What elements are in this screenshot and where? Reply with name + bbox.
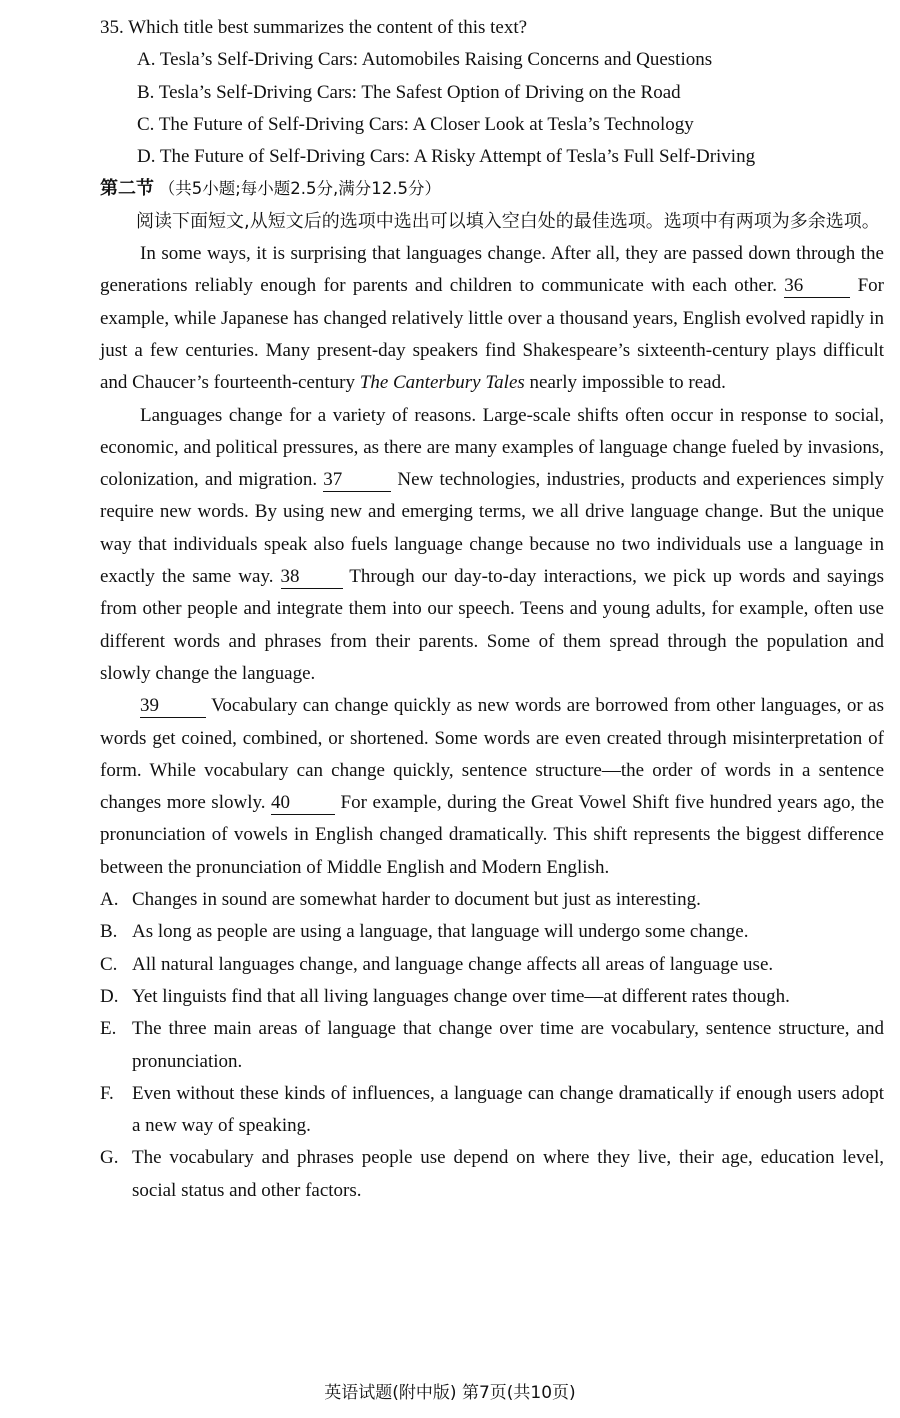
choice-text: The vocabulary and phrases people use depend on where they live, their age, education level, social status and other factors. (132, 1147, 884, 1201)
choice-label: F. (100, 1082, 114, 1104)
choice-text: As long as people are using a language, that language will undergo some change. (132, 921, 749, 943)
choice-text: Yet linguists find that all living languages change over time—at different rates though. (132, 985, 790, 1007)
choice-a (100, 884, 884, 916)
choice-e (100, 1013, 884, 1078)
passage-text: nearly impossible to read. (524, 372, 726, 394)
choice-label: G. (100, 1147, 119, 1169)
choice-label: E. (100, 1018, 117, 1040)
choice-f (100, 1078, 884, 1143)
section-title: 第二节 (100, 178, 154, 200)
question-35-stem: 35. Which title best summarizes the content of this text? (100, 17, 528, 38)
passage-paragraph-3 (100, 690, 884, 884)
choice-text: Changes in sound are somewhat harder to document but just as interesting. (132, 889, 701, 911)
blank-40: 40 (271, 792, 335, 815)
choice-d (100, 981, 884, 1013)
book-title: The Canterbury Tales (359, 372, 525, 394)
passage-text: For example, while Japanese has changed relatively little over a thousand years, English evolved rapidly in just a few centuries. Many present-day speakers find Shakespeare’s sixteenth-century plays difficult and Chaucer’s fourteenth-century (100, 275, 884, 394)
choice-text: Even without these kinds of influences, a language can change dramatically if enough users adopt a new way of speaking. (132, 1082, 884, 1137)
passage-text: Languages change for a variety of reasons. Large-scale shifts often occur in response to social, economic, and political pressures, as there are many examples of language change fueled by invasions, colonization, and migration. (100, 404, 884, 491)
section-instruction: 阅读下面短文,从短文后的选项中选出可以填入空白处的最佳选项。选项中有两项为多余选项。 (136, 210, 880, 232)
page-footer: 英语试题(附中版) 第7页(共10页) (324, 1383, 576, 1403)
passage-text: New technologies, industries, products and experiences simply require new words. By using new and emerging terms, we all drive language change. But the unique way that individuals speak also fuels language change because no two individuals use a language in exactly the same way. (100, 469, 884, 588)
blank-38: 38 (281, 566, 343, 589)
choice-g (100, 1142, 884, 1207)
choice-label: B. (100, 921, 118, 943)
blank-37: 37 (323, 469, 391, 492)
choice-label: A. (100, 889, 119, 911)
question-35-option-d: D. The Future of Self-Driving Cars: A Risky Attempt of Tesla’s Full Self-Driving (137, 146, 756, 168)
choice-label: D. (100, 985, 119, 1007)
section-header (100, 173, 884, 205)
passage-paragraph-2 (100, 400, 884, 691)
question-35-option-c: C. The Future of Self-Driving Cars: A Closer Look at Tesla’s Technology (137, 113, 694, 135)
choice-text: All natural languages change, and language change affects all areas of language use. (132, 953, 774, 975)
passage-text: For example, during the Great Vowel Shift five hundred years ago, the pronunciation of vowels in English changed dramatically. This shift represents the biggest difference between the pronunciation of Middle English and Modern English. (100, 792, 884, 878)
question-35-option-b: B. Tesla’s Self-Driving Cars: The Safest Option of Driving on the Road (137, 81, 681, 103)
question-35-option-a: A. Tesla’s Self-Driving Cars: Automobiles Raising Concerns and Questions (137, 49, 713, 71)
blank-39: 39 (140, 695, 206, 718)
choice-b (100, 916, 884, 948)
passage-paragraph-1 (100, 238, 884, 399)
passage-text: Vocabulary can change quickly as new words are borrowed from other languages, or as words get coined, combined, or shortened. Some words are even created through misinterpretation of form. While vocabulary can change quickly, sentence structure—the order of words in a sentence changes more slowly. (100, 695, 884, 814)
passage-text: In some ways, it is surprising that languages change. After all, they are passed down through the generations reliably enough for parents and children to communicate with each other. (100, 243, 884, 297)
section-note: （共5小题;每小题2.5分,满分12.5分） (158, 179, 442, 199)
exam-page (100, 12, 884, 1207)
passage-text: Through our day-to-day interactions, we pick up words and sayings from other people and integrate them into our speech. Teens and young adults, for example, often use different words and phrases from their parents. Some of them spread through the population and slowly change the language. (100, 566, 884, 684)
choice-label: C. (100, 953, 118, 975)
choice-c (100, 949, 884, 981)
blank-36: 36 (784, 275, 850, 298)
choice-text: The three main areas of language that change over time are vocabulary, sentence structure, and pronunciation. (132, 1018, 884, 1072)
